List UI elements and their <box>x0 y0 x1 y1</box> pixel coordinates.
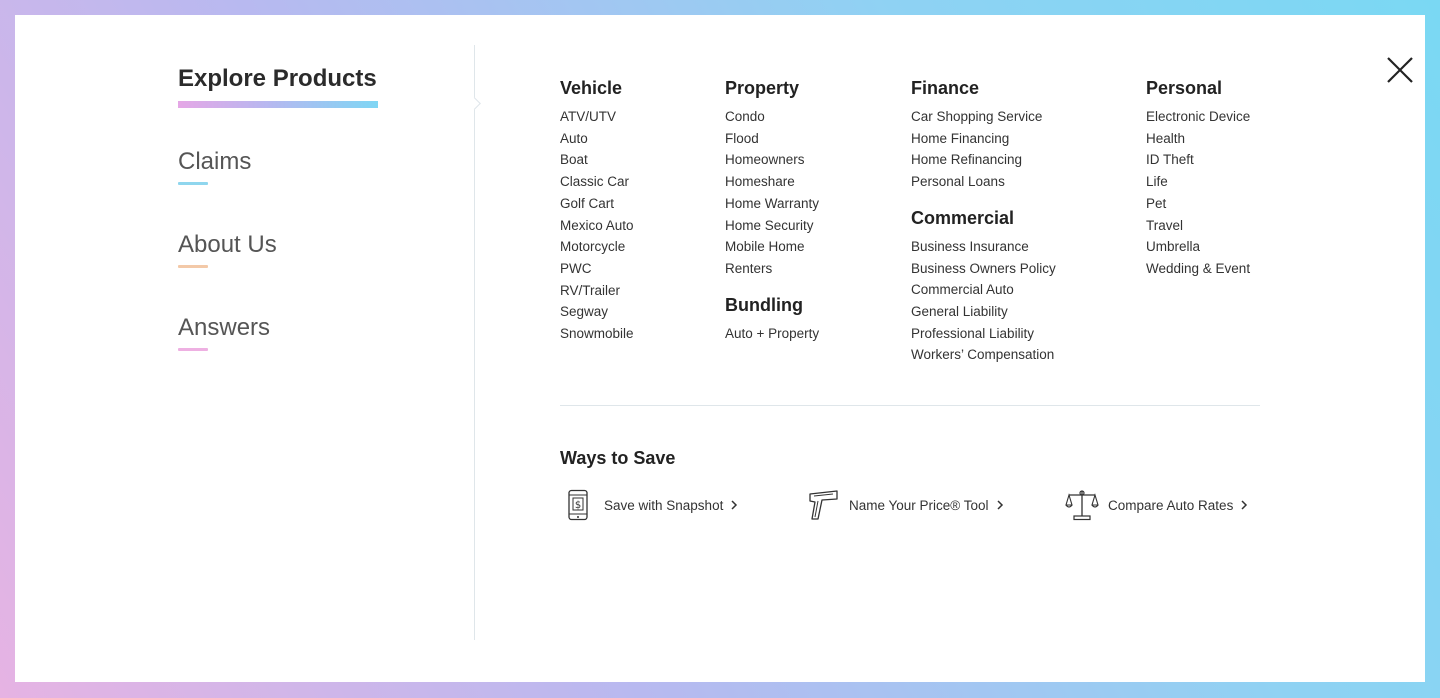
phone-dollar-icon <box>560 487 596 523</box>
product-link[interactable]: PWC <box>560 260 592 276</box>
product-link[interactable]: Home Warranty <box>725 195 820 211</box>
ways-to-save-title: Ways to Save <box>560 448 676 468</box>
product-list <box>560 106 634 345</box>
compare-auto-rates-link[interactable] <box>1064 487 1248 523</box>
nav-underline <box>178 265 208 268</box>
nav-label: About Us <box>178 231 277 258</box>
product-link[interactable]: ID Theft <box>1146 152 1194 168</box>
product-list <box>911 236 1056 366</box>
chevron-right-icon <box>996 500 1004 510</box>
product-link[interactable]: Home Refinancing <box>911 152 1023 168</box>
save-link-label: Compare Auto Rates <box>1108 497 1234 513</box>
close-button[interactable] <box>1385 55 1415 85</box>
product-link[interactable]: Business Owners Policy <box>911 260 1056 276</box>
save-link-label: Name Your Price® Tool <box>849 497 989 513</box>
product-link[interactable]: Health <box>1146 130 1186 146</box>
nav-label: Claims <box>178 148 252 175</box>
active-underline <box>178 101 378 108</box>
nav-claims[interactable] <box>178 148 251 185</box>
product-list <box>911 106 1056 193</box>
nav-underline <box>178 182 208 185</box>
column-heading: Personal <box>1146 78 1223 98</box>
section-divider <box>560 405 1260 406</box>
product-link[interactable]: Flood <box>725 130 759 146</box>
product-list <box>1146 106 1250 280</box>
product-link[interactable]: Business Insurance <box>911 238 1029 254</box>
product-link[interactable]: Mexico Auto <box>560 217 634 233</box>
product-list <box>725 323 819 345</box>
save-with-snapshot-link[interactable] <box>560 487 738 523</box>
product-link[interactable]: Professional Liability <box>911 325 1035 341</box>
nav-explore-products[interactable] <box>178 65 378 108</box>
product-link[interactable]: Snowmobile <box>560 326 634 342</box>
product-link[interactable]: Segway <box>560 304 609 320</box>
product-link[interactable]: ATV/UTV <box>560 109 617 124</box>
column-heading: Vehicle <box>560 78 623 98</box>
menu-panel <box>15 15 1425 682</box>
product-link[interactable]: Homeshare <box>725 174 795 190</box>
column-heading: Property <box>725 78 800 98</box>
product-link[interactable]: Workers’ Compensation <box>911 347 1055 363</box>
product-link[interactable]: Car Shopping Service <box>911 109 1043 124</box>
column-bundling <box>725 294 819 345</box>
chevron-right-icon <box>730 500 738 510</box>
nav-underline <box>178 348 208 351</box>
column-property <box>725 77 819 344</box>
column-heading: Bundling <box>725 294 803 315</box>
product-link[interactable]: Auto + Property <box>725 325 820 341</box>
product-link[interactable]: Classic Car <box>560 174 630 190</box>
chevron-right-icon <box>1240 500 1248 510</box>
product-link[interactable]: RV/Trailer <box>560 282 621 298</box>
product-link[interactable]: Electronic Device <box>1146 109 1251 124</box>
product-link[interactable]: Commercial Auto <box>911 282 1014 298</box>
column-commercial <box>911 207 1056 366</box>
product-link[interactable]: Home Security <box>725 217 814 233</box>
product-link[interactable]: Personal Loans <box>911 174 1005 190</box>
nav-answers[interactable] <box>178 314 270 351</box>
product-link[interactable]: Renters <box>725 260 773 276</box>
product-link[interactable]: Mobile Home <box>725 239 805 255</box>
save-link-label: Save with Snapshot <box>604 497 724 513</box>
product-link[interactable]: Boat <box>560 152 588 168</box>
product-link[interactable]: Pet <box>1146 195 1167 211</box>
column-personal <box>1146 77 1250 280</box>
product-link[interactable]: Condo <box>725 109 765 124</box>
nav-about-us[interactable] <box>178 231 277 268</box>
column-vehicle <box>560 77 634 345</box>
close-icon <box>1385 55 1415 85</box>
product-link[interactable]: Home Financing <box>911 130 1010 146</box>
name-your-price-link[interactable] <box>805 487 1004 523</box>
svg-text:$: $ <box>574 500 582 511</box>
price-gun-icon <box>805 487 841 523</box>
vertical-divider <box>474 45 475 640</box>
scale-icon <box>1064 487 1100 523</box>
nav-label: Answers <box>178 314 271 341</box>
active-pointer <box>468 97 481 110</box>
product-link[interactable]: General Liability <box>911 303 1008 319</box>
product-link[interactable]: Auto <box>560 130 588 146</box>
product-link[interactable]: Motorcycle <box>560 239 626 255</box>
product-list <box>725 106 819 280</box>
product-link[interactable]: Life <box>1146 174 1168 190</box>
product-link[interactable]: Travel <box>1146 217 1184 233</box>
product-link[interactable]: Homeowners <box>725 152 805 168</box>
column-finance <box>911 77 1056 366</box>
nav-label: Explore Products <box>178 65 377 92</box>
column-heading: Commercial <box>911 207 1015 228</box>
column-heading: Finance <box>911 78 980 98</box>
product-link[interactable]: Wedding & Event <box>1146 260 1251 276</box>
product-link[interactable]: Umbrella <box>1146 239 1201 255</box>
product-link[interactable]: Golf Cart <box>560 195 615 211</box>
